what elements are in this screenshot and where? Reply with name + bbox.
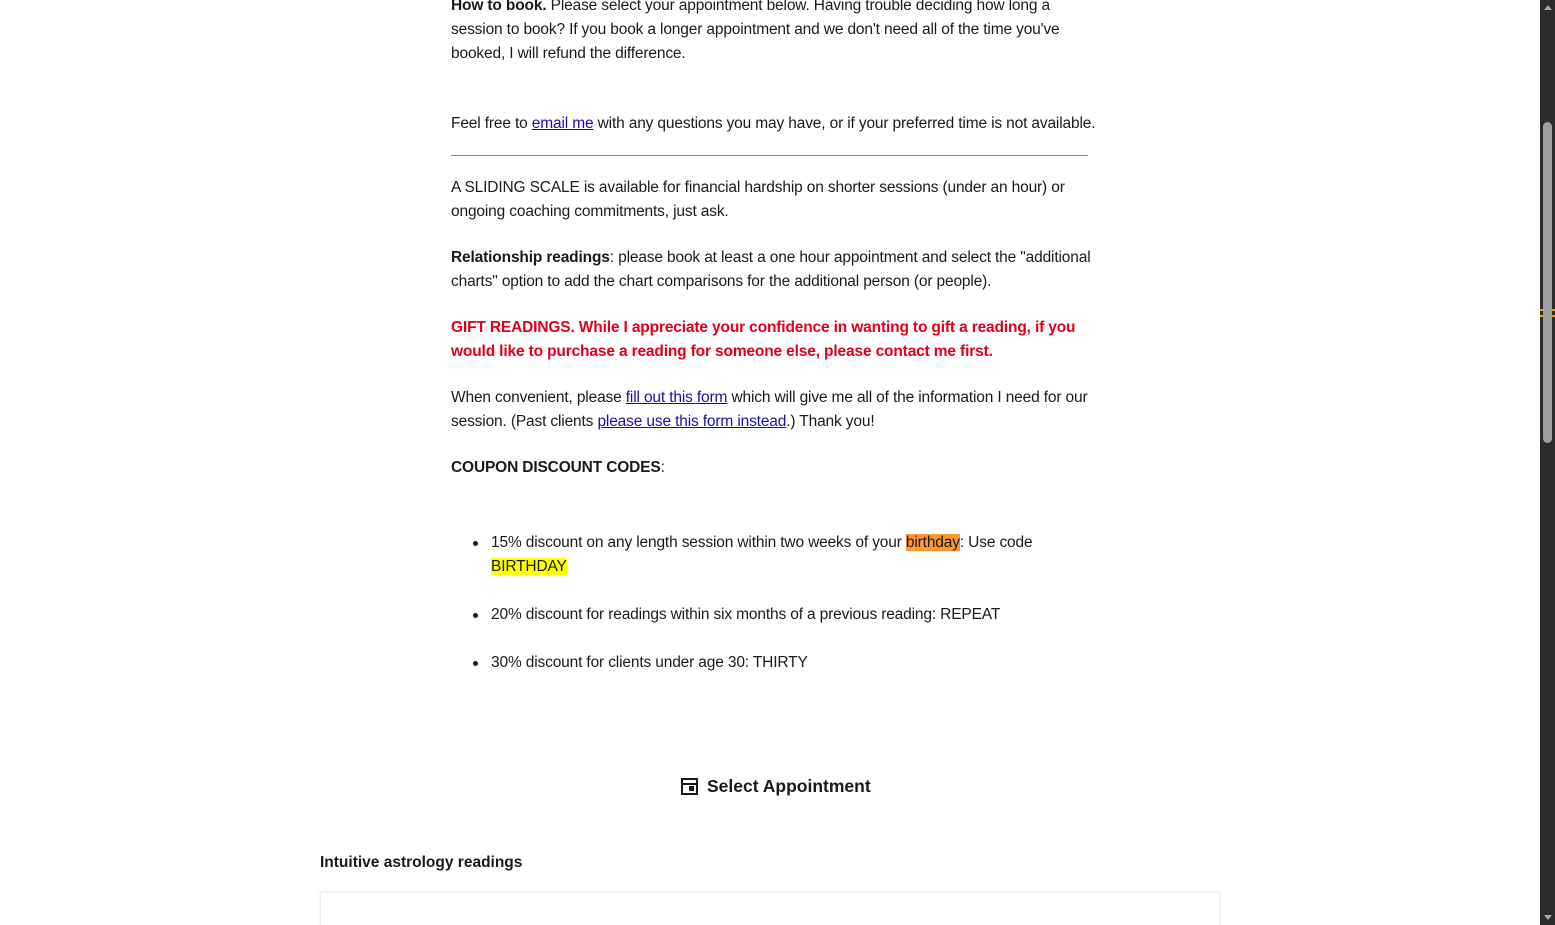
email-me-link[interactable]: email me: [531, 115, 594, 132]
coupon-text-after: : Use code: [959, 534, 1033, 551]
how-to-book-paragraph: [451, 0, 1091, 66]
horizontal-divider: [451, 155, 1088, 156]
arrow-down-icon: [1544, 915, 1552, 920]
coupon-list: [451, 531, 1051, 699]
relationship-label: Relationship readings: [451, 249, 610, 266]
sliding-scale-paragraph: A SLIDING SCALE is available for financial hardship on shorter sessions (under an hour) or ongoing coaching commitments, just ask.: [451, 179, 1065, 220]
arrow-up-icon: [1544, 5, 1552, 10]
coupon-heading-colon: :: [660, 459, 665, 476]
coupon-text: 20% discount for readings within six months of a previous reading: REPEAT: [491, 606, 1001, 623]
vertical-scrollbar[interactable]: [1540, 0, 1555, 925]
scroll-up-button[interactable]: [1540, 0, 1555, 15]
find-highlight-active: birthday: [905, 534, 960, 551]
calendar-icon: [681, 778, 698, 795]
bullet-icon: [473, 613, 478, 618]
form-middle: which will give me all of the information I need for our session. (Past clients: [451, 389, 1088, 430]
select-appointment-label: Select Appointment: [707, 776, 871, 796]
bullet-icon: [473, 541, 478, 546]
scroll-down-button[interactable]: [1540, 910, 1555, 925]
appointment-type-card[interactable]: [320, 892, 1220, 925]
gift-readings-notice: GIFT READINGS. While I appreciate your confidence in wanting to gift a reading, if you would like to purchase a reading for someone else, please contact me first.: [451, 319, 1076, 360]
find-result-marker: [1540, 315, 1555, 317]
coupon-heading: [451, 456, 665, 480]
coupon-item-repeat: [451, 603, 1051, 627]
coupon-heading-text: COUPON DISCOUNT CODES: [451, 459, 661, 476]
email-suffix: with any questions you may have, or if your preferred time is not available.: [593, 115, 1096, 132]
coupon-item-birthday: [451, 531, 1051, 579]
past-clients-form-link[interactable]: please use this form instead: [597, 413, 787, 430]
coupon-code-birthday: BIRTHDAY: [491, 558, 567, 575]
form-prefix: When convenient, please: [451, 389, 626, 406]
fill-out-form-link[interactable]: fill out this form: [625, 389, 728, 406]
email-prefix: Feel free to: [451, 115, 532, 132]
category-title: Intuitive astrology readings: [320, 854, 523, 871]
coupon-text: 15% discount on any length session within two weeks of your: [491, 534, 906, 551]
scrollbar-thumb[interactable]: [1543, 122, 1552, 443]
coupon-item-thirty: [451, 651, 1051, 675]
relationship-paragraph: [451, 246, 1091, 294]
bullet-icon: [473, 661, 478, 666]
coupon-text: 30% discount for clients under age 30: THIRTY: [491, 654, 808, 671]
email-paragraph: [451, 112, 1096, 136]
intake-form-paragraph: [451, 386, 1091, 434]
how-to-book-label: How to book.: [451, 0, 547, 14]
select-appointment-heading: [681, 776, 871, 797]
how-to-book-text: Please select your appointment below. Having trouble deciding how long a session to book? If you book a longer appointment and we don't need all of the time you've booked, I will refund the difference.: [451, 0, 1060, 62]
relationship-text: : please book at least a one hour appointment and select the "additional charts" option to add the chart comparisons for the additional person (or people).: [451, 249, 1091, 290]
find-result-marker: [1540, 309, 1555, 311]
form-suffix: .) Thank you!: [786, 413, 875, 430]
